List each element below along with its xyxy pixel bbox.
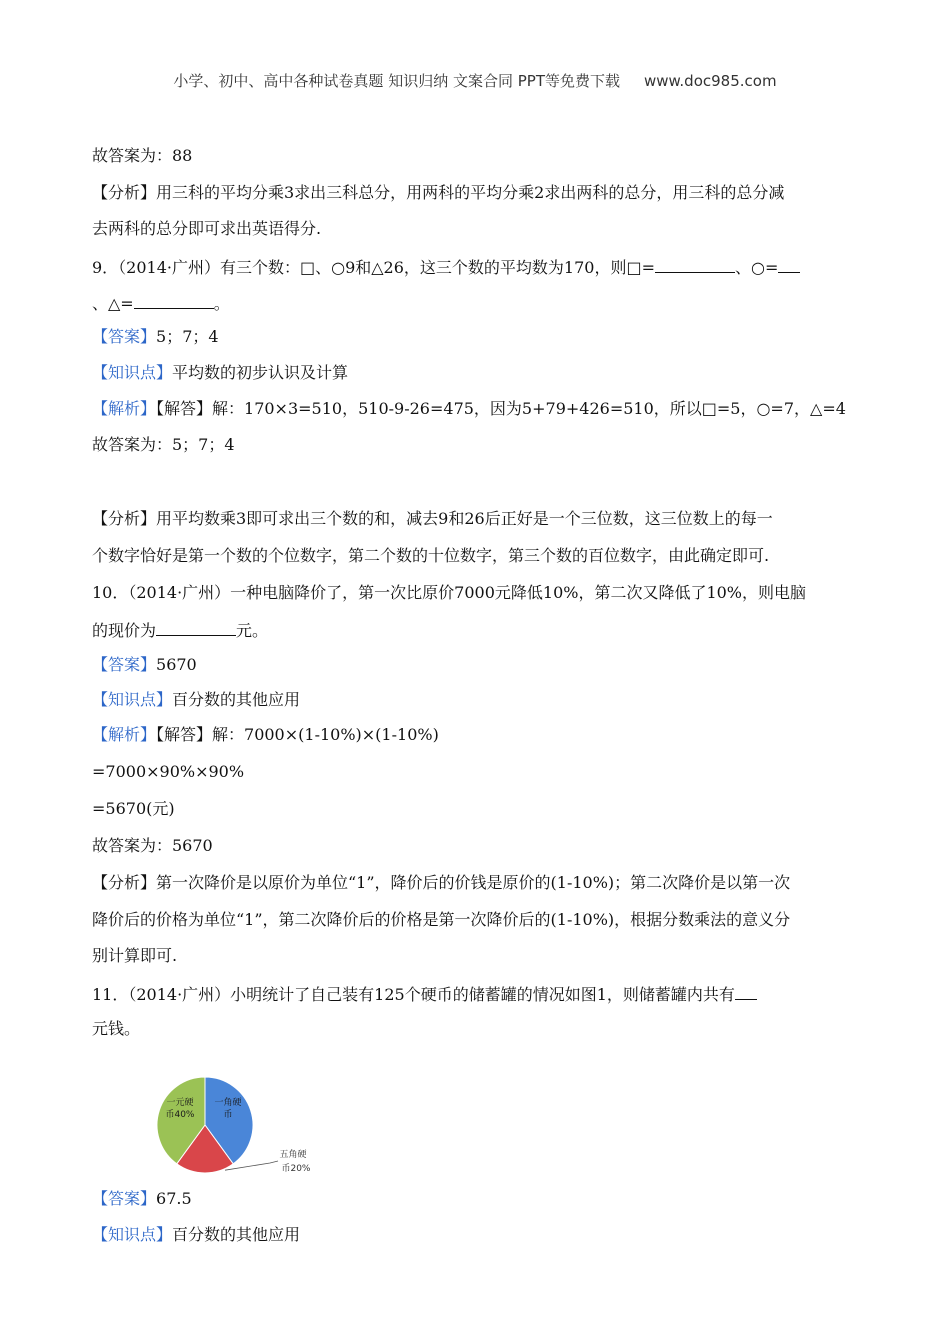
question-9-cont <box>92 292 230 314</box>
question-11-cont: 元钱。 <box>92 1019 141 1038</box>
question-10-text: 元。 <box>236 621 269 640</box>
page-header <box>0 70 950 91</box>
question-10-cont <box>92 619 268 641</box>
answer-blank <box>778 256 800 273</box>
knowledge-11 <box>92 1225 300 1245</box>
answer-blank <box>156 619 236 636</box>
answer-9 <box>92 327 219 347</box>
answer-blank <box>655 256 735 273</box>
knowledge-9 <box>92 363 348 383</box>
header-site: www.doc985.com <box>643 72 777 90</box>
knowledge-10 <box>92 690 300 710</box>
pie-label: 币20% <box>281 1164 311 1174</box>
question-11-text: 11．（2014·广州）小明统计了自己装有125个硬币的储蓄罐的情况如图1，则储蓄罐内共有 <box>92 985 735 1004</box>
pie-label: 币 <box>223 1110 233 1120</box>
analysis-line: 去两科的总分即可求出英语得分. <box>92 219 322 238</box>
solution-tag: 【解析】 <box>92 725 157 744</box>
question-9-text: 9．（2014·广州）有三个数：□、○9和△26，这三个数的平均数为170，则□= <box>92 258 655 277</box>
pie-label: 一角硬 <box>214 1098 242 1108</box>
solution-10 <box>92 725 439 745</box>
analysis-line: 【分析】用三科的平均分乘3求出三科总分，用两科的平均分乘2求出两科的总分，用三科的总分减 <box>92 183 785 202</box>
answer-tag: 【答案】 <box>92 655 157 674</box>
knowledge-value: 平均数的初步认识及计算 <box>172 363 349 382</box>
analysis-10: 【分析】第一次降价是以原价为单位“1”，降价后的价钱是原价的(1-10%)；第二次降价是以第一次 <box>92 873 791 892</box>
question-9-text: 、△= <box>92 294 134 313</box>
pie-label: 币40% <box>165 1110 195 1120</box>
knowledge-value: 百分数的其他应用 <box>172 1225 301 1244</box>
analysis-9: 【分析】用平均数乘3即可求出三个数的和，减去9和26后正好是一个三位数，这三位数上的每一 <box>92 509 773 528</box>
answer-tag: 【答案】 <box>92 1189 157 1208</box>
analysis-9: 个数字恰好是第一个数的个位数字，第二个数的十位数字，第三个数的百位数字，由此确定即可. <box>92 546 770 565</box>
calc-line: =7000×90%×90% <box>92 762 245 781</box>
conclusion-10: 故答案为：5670 <box>92 836 213 855</box>
question-11 <box>92 983 757 1005</box>
solution-9 <box>92 399 846 419</box>
answer-value: 5670 <box>156 655 197 674</box>
knowledge-tag: 【知识点】 <box>92 690 173 709</box>
analysis-10: 降价后的价格为单位“1”，第二次降价后的价格是第一次降价后的(1-10%)，根据分数乘法的意义分 <box>92 910 791 929</box>
answer-blank <box>134 292 214 309</box>
question-10-text: 的现价为 <box>92 621 157 640</box>
answer-line: 故答案为：88 <box>92 146 193 165</box>
solution-value: 【解答】解：7000×(1-10%)×(1-10%) <box>156 725 439 744</box>
answer-10 <box>92 655 197 675</box>
answer-blank <box>735 983 757 1000</box>
answer-11 <box>92 1189 192 1209</box>
question-10: 10．（2014·广州）一种电脑降价了，第一次比原价7000元降低10%，第二次又降低了10%，则电脑 <box>92 583 807 602</box>
knowledge-tag: 【知识点】 <box>92 363 173 382</box>
answer-value: 5；7；4 <box>156 327 219 346</box>
solution-tag: 【解析】 <box>92 399 157 418</box>
knowledge-value: 百分数的其他应用 <box>172 690 301 709</box>
solution-value: 【解答】解：170×3=510，510-9-26=475，因为5+79+426=510，所以□=5，○=7，△=4 <box>156 399 846 418</box>
pie-chart-svg <box>150 1075 320 1175</box>
question-9 <box>92 256 800 278</box>
answer-tag: 【答案】 <box>92 327 157 346</box>
knowledge-tag: 【知识点】 <box>92 1225 173 1244</box>
header-text: 小学、初中、高中各种试卷真题 知识归纳 文案合同 PPT等免费下载 <box>173 72 620 90</box>
question-9-text: 。 <box>213 294 230 313</box>
pie-label: 五角硬 <box>279 1150 307 1160</box>
conclusion-9: 故答案为：5；7；4 <box>92 435 235 454</box>
analysis-10: 别计算即可. <box>92 946 178 965</box>
question-9-text: 、○= <box>734 258 779 277</box>
pie-label: 一元硬 <box>166 1098 194 1108</box>
coin-pie-chart <box>150 1075 320 1175</box>
calc-line: =5670(元) <box>92 799 175 818</box>
answer-value: 67.5 <box>156 1189 192 1208</box>
